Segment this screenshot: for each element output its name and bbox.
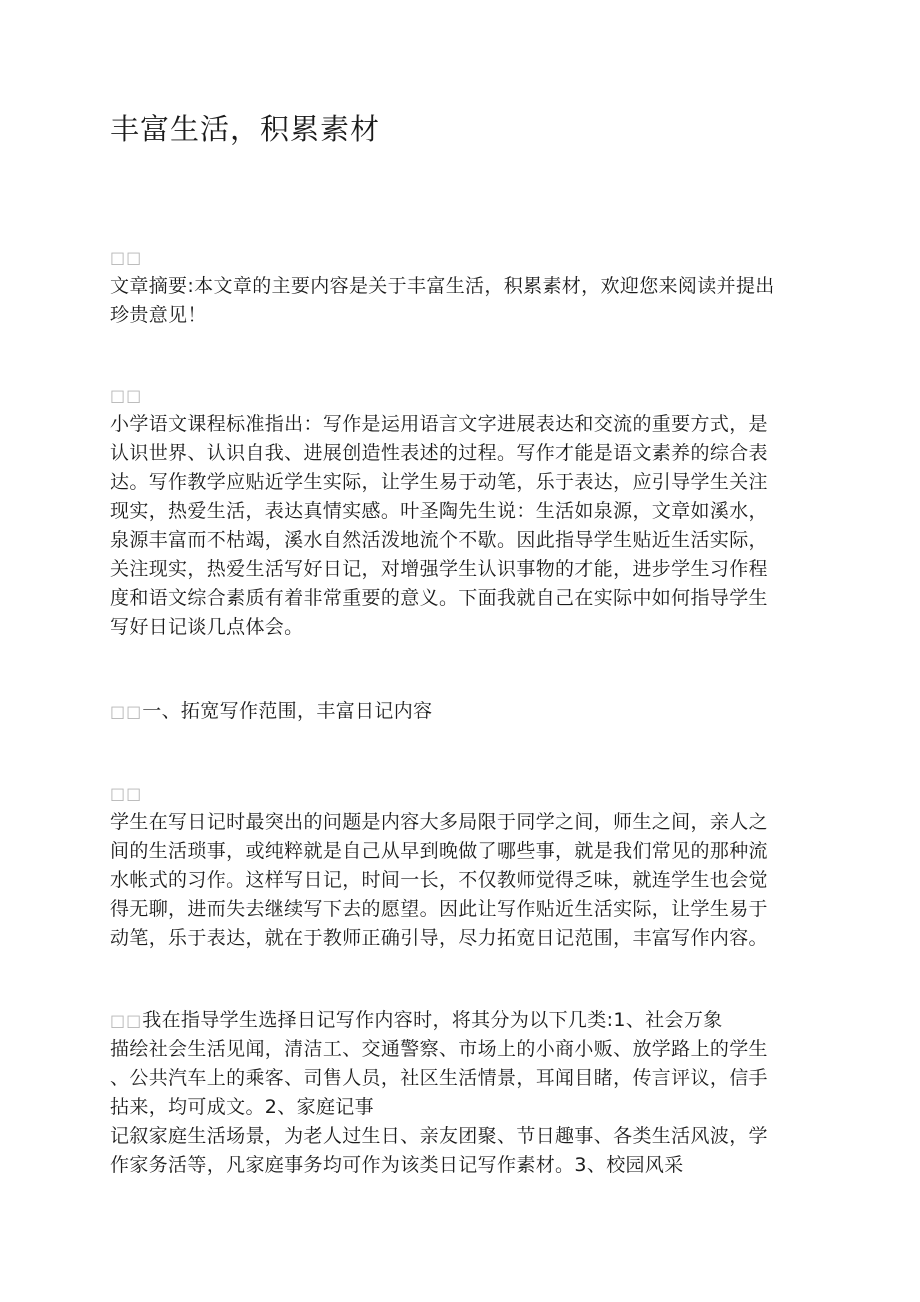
abstract-line: 文章摘要:本文章的主要内容是关于丰富生活，积累素材，欢迎您来阅读并提出 bbox=[110, 275, 775, 297]
document-title: 丰富生活，积累素材 bbox=[110, 112, 381, 146]
body-line: 间的生活琐事，或纯粹就是自己从早到晚做了哪些事，就是我们常见的那种流 bbox=[110, 840, 768, 862]
bullet-marker: □□ bbox=[110, 702, 143, 721]
intro-line: 认识世界、认识自我、进展创造性表述的过程。写作才能是语文素养的综合表 bbox=[110, 442, 768, 464]
body-line: 得无聊，进而失去继续写下去的愿望。因此让写作贴近生活实际，让学生易于 bbox=[110, 898, 768, 920]
bullet-marker: □□ bbox=[110, 248, 143, 267]
bullet-marker: □□ bbox=[110, 386, 143, 405]
section1-body bbox=[110, 779, 806, 953]
intro-line: 小学语文课程标准指出：写作是运用语言文字进展表达和交流的重要方式，是 bbox=[110, 413, 768, 435]
body-line: 动笔，乐于表达，就在于教师正确引导，尽力拓宽日记范围，丰富写作内容。 bbox=[110, 927, 768, 949]
section-heading-text: 一、拓宽写作范围，丰富日记内容 bbox=[142, 700, 433, 722]
bullet-marker: □□ bbox=[110, 1011, 143, 1030]
intro-section bbox=[110, 381, 806, 642]
body-line: 学生在写日记时最突出的问题是内容大多局限于同学之间，师生之间，亲人之 bbox=[110, 811, 768, 833]
categories-line: 、公共汽车上的乘客、司售人员，社区生活情景，耳闻目睹，传言评议，信手 bbox=[110, 1067, 768, 1089]
categories-line: 我在指导学生选择日记写作内容时，将其分为以下几类:1、社会万象 bbox=[142, 1009, 723, 1031]
body-line: 水帐式的习作。这样写日记，时间一长，不仅教师觉得乏味，就连学生也会觉 bbox=[110, 869, 768, 891]
categories-line: 描绘社会生活见闻，清洁工、交通警察、市场上的小商小贩、放学路上的学生 bbox=[110, 1038, 768, 1060]
intro-line: 泉源丰富而不枯竭，溪水自然活泼地流个不歇。因此指导学生贴近生活实际， bbox=[110, 529, 768, 551]
abstract-section bbox=[110, 243, 806, 330]
intro-line: 写好日记谈几点体会。 bbox=[110, 616, 304, 638]
section-heading bbox=[110, 697, 806, 726]
categories-line: 记叙家庭生活场景，为老人过生日、亲友团聚、节日趣事、各类生活风波，学 bbox=[110, 1125, 768, 1147]
categories-line: 作家务活等，凡家庭事务均可作为该类日记写作素材。3、校园风采 bbox=[110, 1154, 684, 1176]
categories-section bbox=[110, 1006, 806, 1180]
intro-line: 关注现实，热爱生活写好日记，对增强学生认识事物的才能，进步学生习作程 bbox=[110, 558, 768, 580]
intro-line: 达。写作教学应贴近学生实际，让学生易于动笔，乐于表达，应引导学生关注 bbox=[110, 471, 768, 493]
intro-line: 现实，热爱生活，表达真情实感。叶圣陶先生说：生活如泉源，文章如溪水， bbox=[110, 500, 768, 522]
intro-line: 度和语文综合素质有着非常重要的意义。下面我就自己在实际中如何指导学生 bbox=[110, 587, 768, 609]
bullet-marker: □□ bbox=[110, 784, 143, 803]
abstract-line: 珍贵意见！ bbox=[110, 304, 207, 326]
categories-line: 拈来，均可成文。2、家庭记事 bbox=[110, 1096, 374, 1118]
